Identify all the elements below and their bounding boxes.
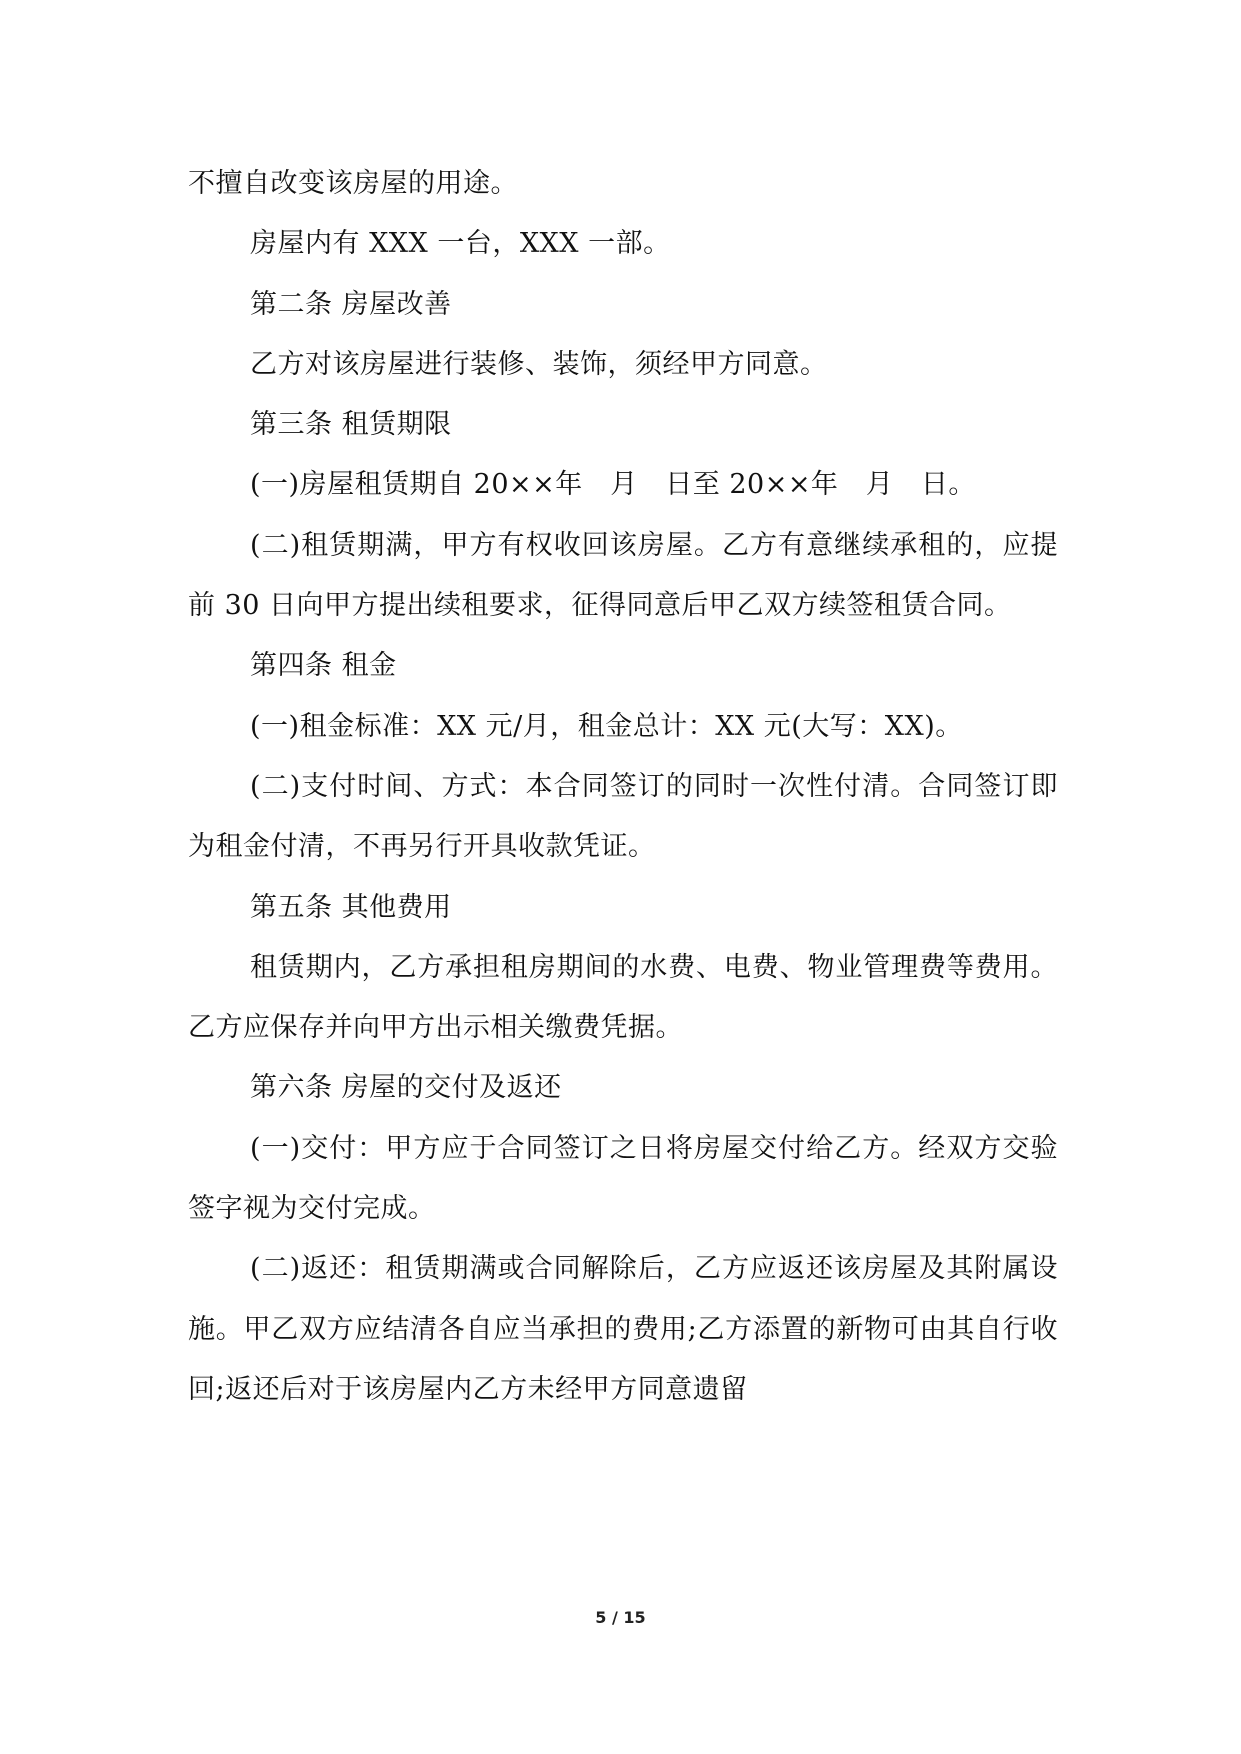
paragraph-appliances: 房屋内有 XXX 一台，XXX 一部。 [250, 228, 671, 260]
article-6-heading: 第六条 房屋的交付及返还 [250, 1072, 562, 1104]
article-2-heading: 第二条 房屋改善 [250, 288, 452, 320]
article-2-body: 乙方对该房屋进行装修、装饰，须经甲方同意。 [250, 348, 828, 380]
article-6-clause-1: (一)交付：甲方应于合同签订之日将房屋交付给乙方。经双方交验签字视为交付完成。 [188, 1132, 1058, 1225]
contract-body [188, 154, 1058, 1420]
paragraph-continuation: 不擅自改变该房屋的用途。 [188, 168, 518, 199]
article-3-clause-1: (一)房屋租赁期自 20××年 月 日至 20××年 月 日。 [250, 469, 976, 501]
article-4-heading: 第四条 租金 [250, 650, 397, 682]
article-4-clause-2: (二)支付时间、方式：本合同签订的同时一次性付清。合同签订即为租金付清，不再另行开具收款凭证。 [188, 770, 1058, 863]
article-3-clause-2: (二)租赁期满，甲方有权收回该房屋。乙方有意继续承租的，应提前 30 日向甲方提出续租要求，征得同意后甲乙双方续签租赁合同。 [188, 529, 1058, 622]
article-6-clause-2: (二)返还：租赁期满或合同解除后，乙方应返还该房屋及其附属设施。甲乙双方应结清各自应当承担的费用;乙方添置的新物可由其自行收回;返还后对于该房屋内乙方未经甲方同意遗留 [188, 1253, 1058, 1405]
article-5-heading: 第五条 其他费用 [250, 891, 452, 923]
article-3-heading: 第三条 租赁期限 [250, 409, 452, 441]
page-number: 5 / 15 [595, 1608, 646, 1627]
article-4-clause-1: (一)租金标准：XX 元/月，租金总计：XX 元(大写：XX)。 [250, 710, 963, 742]
article-5-body: 租赁期内，乙方承担租房期间的水费、电费、物业管理费等费用。乙方应保存并向甲方出示相关缴费凭据。 [188, 951, 1058, 1044]
